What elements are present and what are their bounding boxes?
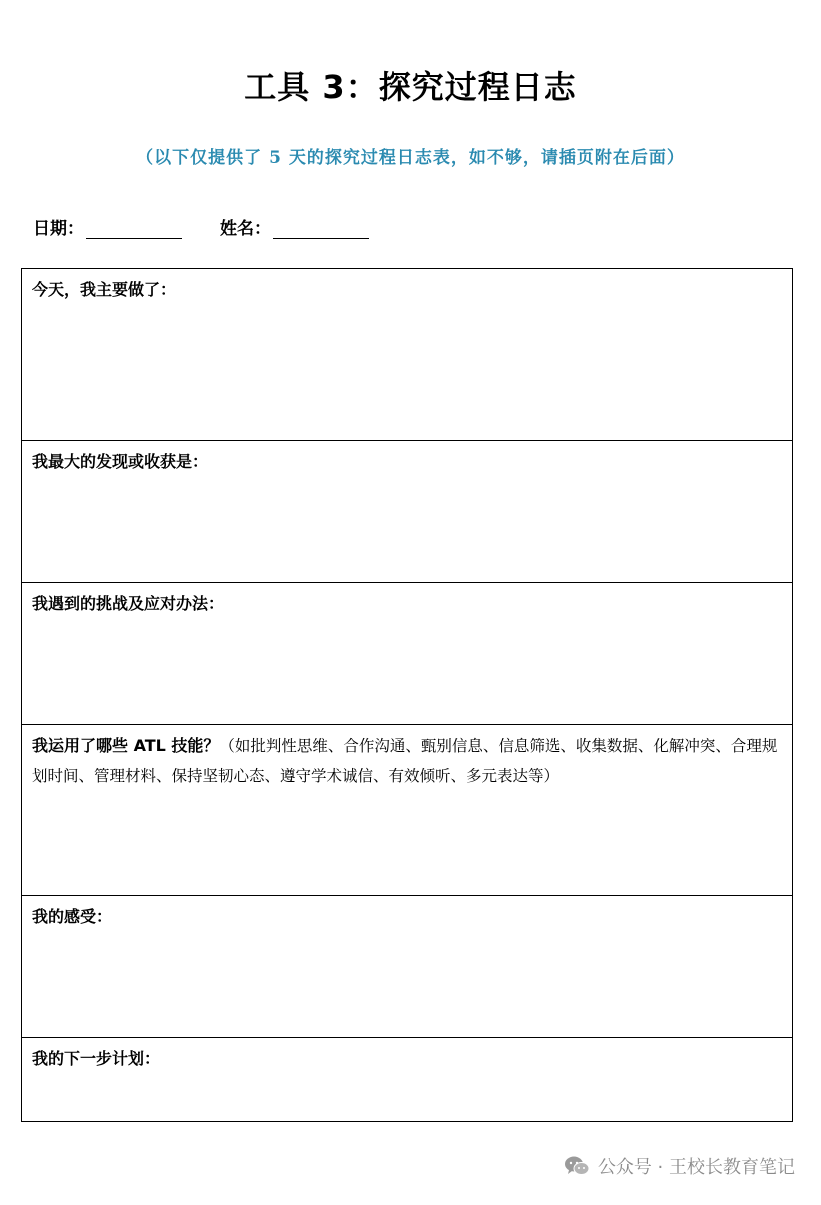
watermark-text: 公众号 · 王校长教育笔记	[597, 1157, 795, 1178]
log-row-atl-skills[interactable]	[22, 724, 792, 895]
date-label: 日期：	[33, 219, 84, 239]
log-row-discovery[interactable]	[22, 440, 792, 582]
inquiry-log-table	[21, 268, 793, 1122]
row-hint: （如批判性思维、合作沟通、甄别信息、信息筛选、收集数据、化解冲突、合理规划时间、管理材料、保持坚韧心态、遵守学术诚信、有效倾听、多元表达等）	[32, 737, 778, 785]
name-blank-line[interactable]	[273, 220, 369, 239]
row-label: 我最大的发现或收获是：	[32, 452, 209, 471]
row-label: 我遇到的挑战及应对办法：	[32, 594, 225, 613]
log-row-feelings[interactable]	[22, 895, 792, 1037]
name-field	[220, 214, 369, 239]
date-field	[33, 214, 182, 239]
log-row-next-plan[interactable]	[22, 1037, 792, 1121]
row-label: 我的感受：	[32, 907, 113, 926]
row-label: 我的下一步计划：	[32, 1049, 161, 1068]
log-row-today-work[interactable]	[22, 269, 792, 440]
header-fields	[33, 214, 369, 239]
log-row-challenges[interactable]	[22, 582, 792, 724]
wechat-icon	[564, 1155, 590, 1177]
page-subtitle: （以下仅提供了 5 天的探究过程日志表，如不够，请插页附在后面）	[136, 148, 685, 168]
name-label: 姓名：	[220, 219, 271, 239]
row-label: 今天，我主要做了：	[32, 280, 177, 299]
watermark	[564, 1153, 795, 1179]
page-title: 工具 3：探究过程日志	[244, 68, 577, 106]
row-label: 我运用了哪些 ATL 技能？	[32, 736, 220, 755]
date-blank-line[interactable]	[86, 220, 182, 239]
